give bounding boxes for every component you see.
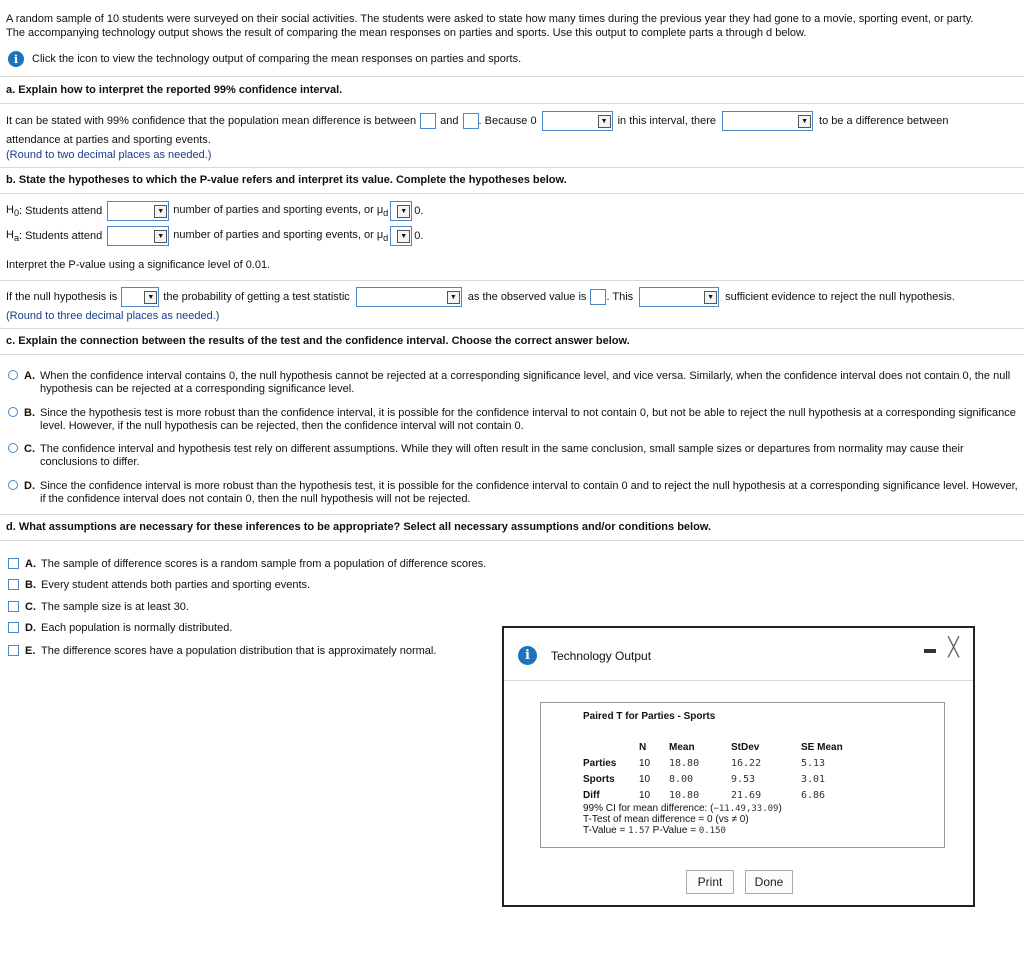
extremity-select[interactable] bbox=[356, 287, 462, 307]
divider bbox=[0, 103, 1024, 104]
panel-title: Paired T for Parties - Sports bbox=[583, 711, 716, 722]
dropdown-arrow-icon: ▼ bbox=[397, 205, 410, 218]
ci-lower-input[interactable] bbox=[420, 113, 436, 129]
h0-symbol: $H_0$ bbox=[6, 203, 20, 219]
divider bbox=[0, 193, 1024, 194]
divider bbox=[0, 76, 1024, 77]
part-a-and: and bbox=[440, 115, 459, 127]
table-row: Parties 10 18.80 16.22 5.13 bbox=[583, 757, 826, 769]
problem-intro bbox=[6, 12, 1018, 40]
null-true-select[interactable] bbox=[121, 287, 159, 307]
table-row: Diff 10 10.80 21.69 6.86 bbox=[583, 789, 826, 801]
part-c-option-a[interactable]: A. When the confidence interval contains 0, the null hypothesis cannot be rejected at a corresponding significance level, and vice versa. Similarly, when the confidence interval does not contain 0, the null hypothesis can be rejected at a corresponding significance level. bbox=[8, 370, 1018, 396]
divider bbox=[0, 514, 1024, 515]
part-d-option-b[interactable]: B. Every student attends both parties and sporting events. bbox=[8, 579, 1018, 592]
table-header-row: N Mean StDev SE Mean bbox=[639, 741, 843, 753]
tech-output-link-text: Click the icon to view the technology output of comparing the mean responses on parties and sports. bbox=[32, 53, 522, 65]
part-a-because: . Because 0 bbox=[478, 115, 537, 127]
dropdown-arrow-icon: ▼ bbox=[598, 115, 611, 128]
pvalue-sentence bbox=[6, 287, 955, 307]
close-icon[interactable]: ╳ bbox=[948, 637, 959, 657]
h0-mu-select[interactable] bbox=[390, 201, 412, 221]
dropdown-arrow-icon: ▼ bbox=[154, 205, 167, 218]
radio-button[interactable] bbox=[8, 480, 18, 490]
done-button[interactable]: Done bbox=[745, 870, 793, 894]
checkbox[interactable] bbox=[8, 622, 19, 633]
dropdown-arrow-icon: ▼ bbox=[704, 291, 717, 304]
part-d-option-e[interactable]: E. The difference scores have a population distribution that is approximately normal. bbox=[8, 645, 1018, 658]
part-d-heading: d. What assumptions are necessary for these inferences to be appropriate? Select all necessary assumptions and/or conditions below. bbox=[6, 521, 712, 533]
part-a-line-2: attendance at parties and sporting events. bbox=[6, 134, 211, 146]
info-icon: i bbox=[518, 646, 537, 665]
h0-students-attend: : Students attend bbox=[19, 205, 103, 217]
h0-row bbox=[6, 201, 423, 221]
radio-button[interactable] bbox=[8, 407, 18, 417]
divider bbox=[0, 167, 1024, 168]
h0-comparison-select[interactable] bbox=[107, 201, 169, 221]
part-a-in-interval: in this interval, there bbox=[617, 115, 717, 127]
checkbox[interactable] bbox=[8, 601, 19, 612]
part-c-option-c[interactable]: C. The confidence interval and hypothesis test rely on different assumptions. While they will often result in the same conclusion, small sample sizes or departures from normality may cause their conclusions to differ. bbox=[8, 443, 1018, 469]
dropdown-arrow-icon: ▼ bbox=[447, 291, 460, 304]
ha-comparison-select[interactable] bbox=[107, 226, 169, 246]
technology-output-modal bbox=[502, 626, 975, 907]
tvalue-line: T-Value = 1.57 P-Value = 0.150 bbox=[583, 825, 726, 836]
part-d-option-c[interactable]: C. The sample size is at least 30. bbox=[8, 601, 1018, 614]
modal-header bbox=[518, 646, 651, 665]
if-null-text: If the null hypothesis is bbox=[6, 291, 118, 303]
radio-button[interactable] bbox=[8, 370, 18, 380]
evidence-select[interactable] bbox=[639, 287, 719, 307]
interpret-pvalue-text: Interpret the P-value using a significance level of 0.01. bbox=[6, 259, 271, 271]
ha-number-text: number of parties and sporting events, or $\mu_d$ bbox=[173, 228, 389, 244]
checkbox[interactable] bbox=[8, 558, 19, 569]
part-a-to-be: to be a difference between bbox=[819, 115, 949, 127]
checkbox[interactable] bbox=[8, 579, 19, 590]
pvalue-input[interactable] bbox=[590, 289, 606, 305]
part-a-round-note: (Round to two decimal places as needed.) bbox=[6, 149, 212, 161]
part-b-heading: b. State the hypotheses to which the P-value refers and interpret its value. Complete the hypotheses below. bbox=[6, 174, 567, 186]
dropdown-arrow-icon: ▼ bbox=[144, 291, 157, 304]
ha-students-attend: : Students attend bbox=[19, 230, 103, 242]
divider bbox=[0, 354, 1024, 355]
ci-line: 99% CI for mean difference: (−11.49,33.09) bbox=[583, 803, 782, 814]
part-d-option-d[interactable]: D. Each population is normally distributed. bbox=[8, 622, 1018, 635]
divider bbox=[0, 328, 1024, 329]
part-b-round-note: (Round to three decimal places as needed.) bbox=[6, 310, 220, 322]
sufficient-text: sufficient evidence to reject the null hypothesis. bbox=[725, 291, 955, 303]
print-button[interactable]: Print bbox=[686, 870, 734, 894]
intro-line-2: The accompanying technology output shows the result of comparing the mean responses on parties and sports. Use this output to complete parts a through d below. bbox=[6, 27, 807, 39]
part-a-sentence bbox=[6, 111, 948, 131]
this-text: . This bbox=[606, 291, 634, 303]
checkbox[interactable] bbox=[8, 645, 19, 656]
ha-row bbox=[6, 226, 423, 246]
prob-text: the probability of getting a test statistic bbox=[163, 291, 350, 303]
divider bbox=[0, 540, 1024, 541]
h0-zero: 0. bbox=[414, 205, 424, 217]
table-row: Sports 10 8.00 9.53 3.01 bbox=[583, 773, 826, 785]
stats-table bbox=[583, 739, 861, 803]
tech-output-link-row bbox=[8, 51, 521, 67]
part-c-option-b[interactable]: B. Since the hypothesis test is more robust than the confidence interval, it is possible for the confidence interval to not contain 0, but not be able to reject the null hypothesis at a corresponding significance level. However, if the null hypothesis can be rejected, then the confidence interval will not contain 0. bbox=[8, 407, 1018, 433]
modal-controls bbox=[924, 637, 959, 658]
zero-in-interval-select[interactable] bbox=[542, 111, 613, 131]
dropdown-arrow-icon: ▼ bbox=[154, 230, 167, 243]
output-panel bbox=[540, 702, 945, 848]
part-a-heading: a. Explain how to interpret the reported 99% confidence interval. bbox=[6, 84, 343, 96]
ci-upper-input[interactable] bbox=[463, 113, 479, 129]
divider bbox=[0, 280, 1024, 281]
radio-button[interactable] bbox=[8, 443, 18, 453]
intro-line-1: A random sample of 10 students were surveyed on their social activities. The students were asked to state how many times during the previous year they had gone to a movie, sporting event, or party. bbox=[6, 13, 974, 25]
h0-number-text: number of parties and sporting events, or $\mu_d$ bbox=[173, 203, 389, 219]
info-icon[interactable]: i bbox=[8, 51, 24, 67]
dropdown-arrow-icon: ▼ bbox=[397, 230, 410, 243]
as-observed-text: as the observed value is bbox=[467, 291, 587, 303]
dropdown-arrow-icon: ▼ bbox=[798, 115, 811, 128]
part-d-option-a[interactable]: A. The sample of difference scores is a random sample from a population of difference scores. bbox=[8, 558, 1018, 571]
part-c-heading: c. Explain the connection between the results of the test and the confidence interval. Choose the correct answer below. bbox=[6, 335, 630, 347]
ttest-line: T-Test of mean difference = 0 (vs ≠ 0) bbox=[583, 814, 749, 825]
part-c-option-d[interactable]: D. Since the confidence interval is more robust than the hypothesis test, it is possible for the confidence interval to contain 0 and to reject the null hypothesis at a corresponding significance level. However, if the confidence interval does not contain 0, then the null hypothesis will not be rejected. bbox=[8, 480, 1018, 506]
difference-select[interactable] bbox=[722, 111, 813, 131]
modal-title: Technology Output bbox=[551, 648, 652, 663]
part-a-text-1: It can be stated with 99% confidence that the population mean difference is between bbox=[6, 115, 417, 127]
ha-zero: 0. bbox=[414, 230, 424, 242]
minimize-icon[interactable] bbox=[924, 649, 936, 653]
ha-mu-select[interactable] bbox=[390, 226, 412, 246]
modal-divider bbox=[504, 680, 973, 681]
ha-symbol: $H_a$ bbox=[6, 228, 20, 244]
